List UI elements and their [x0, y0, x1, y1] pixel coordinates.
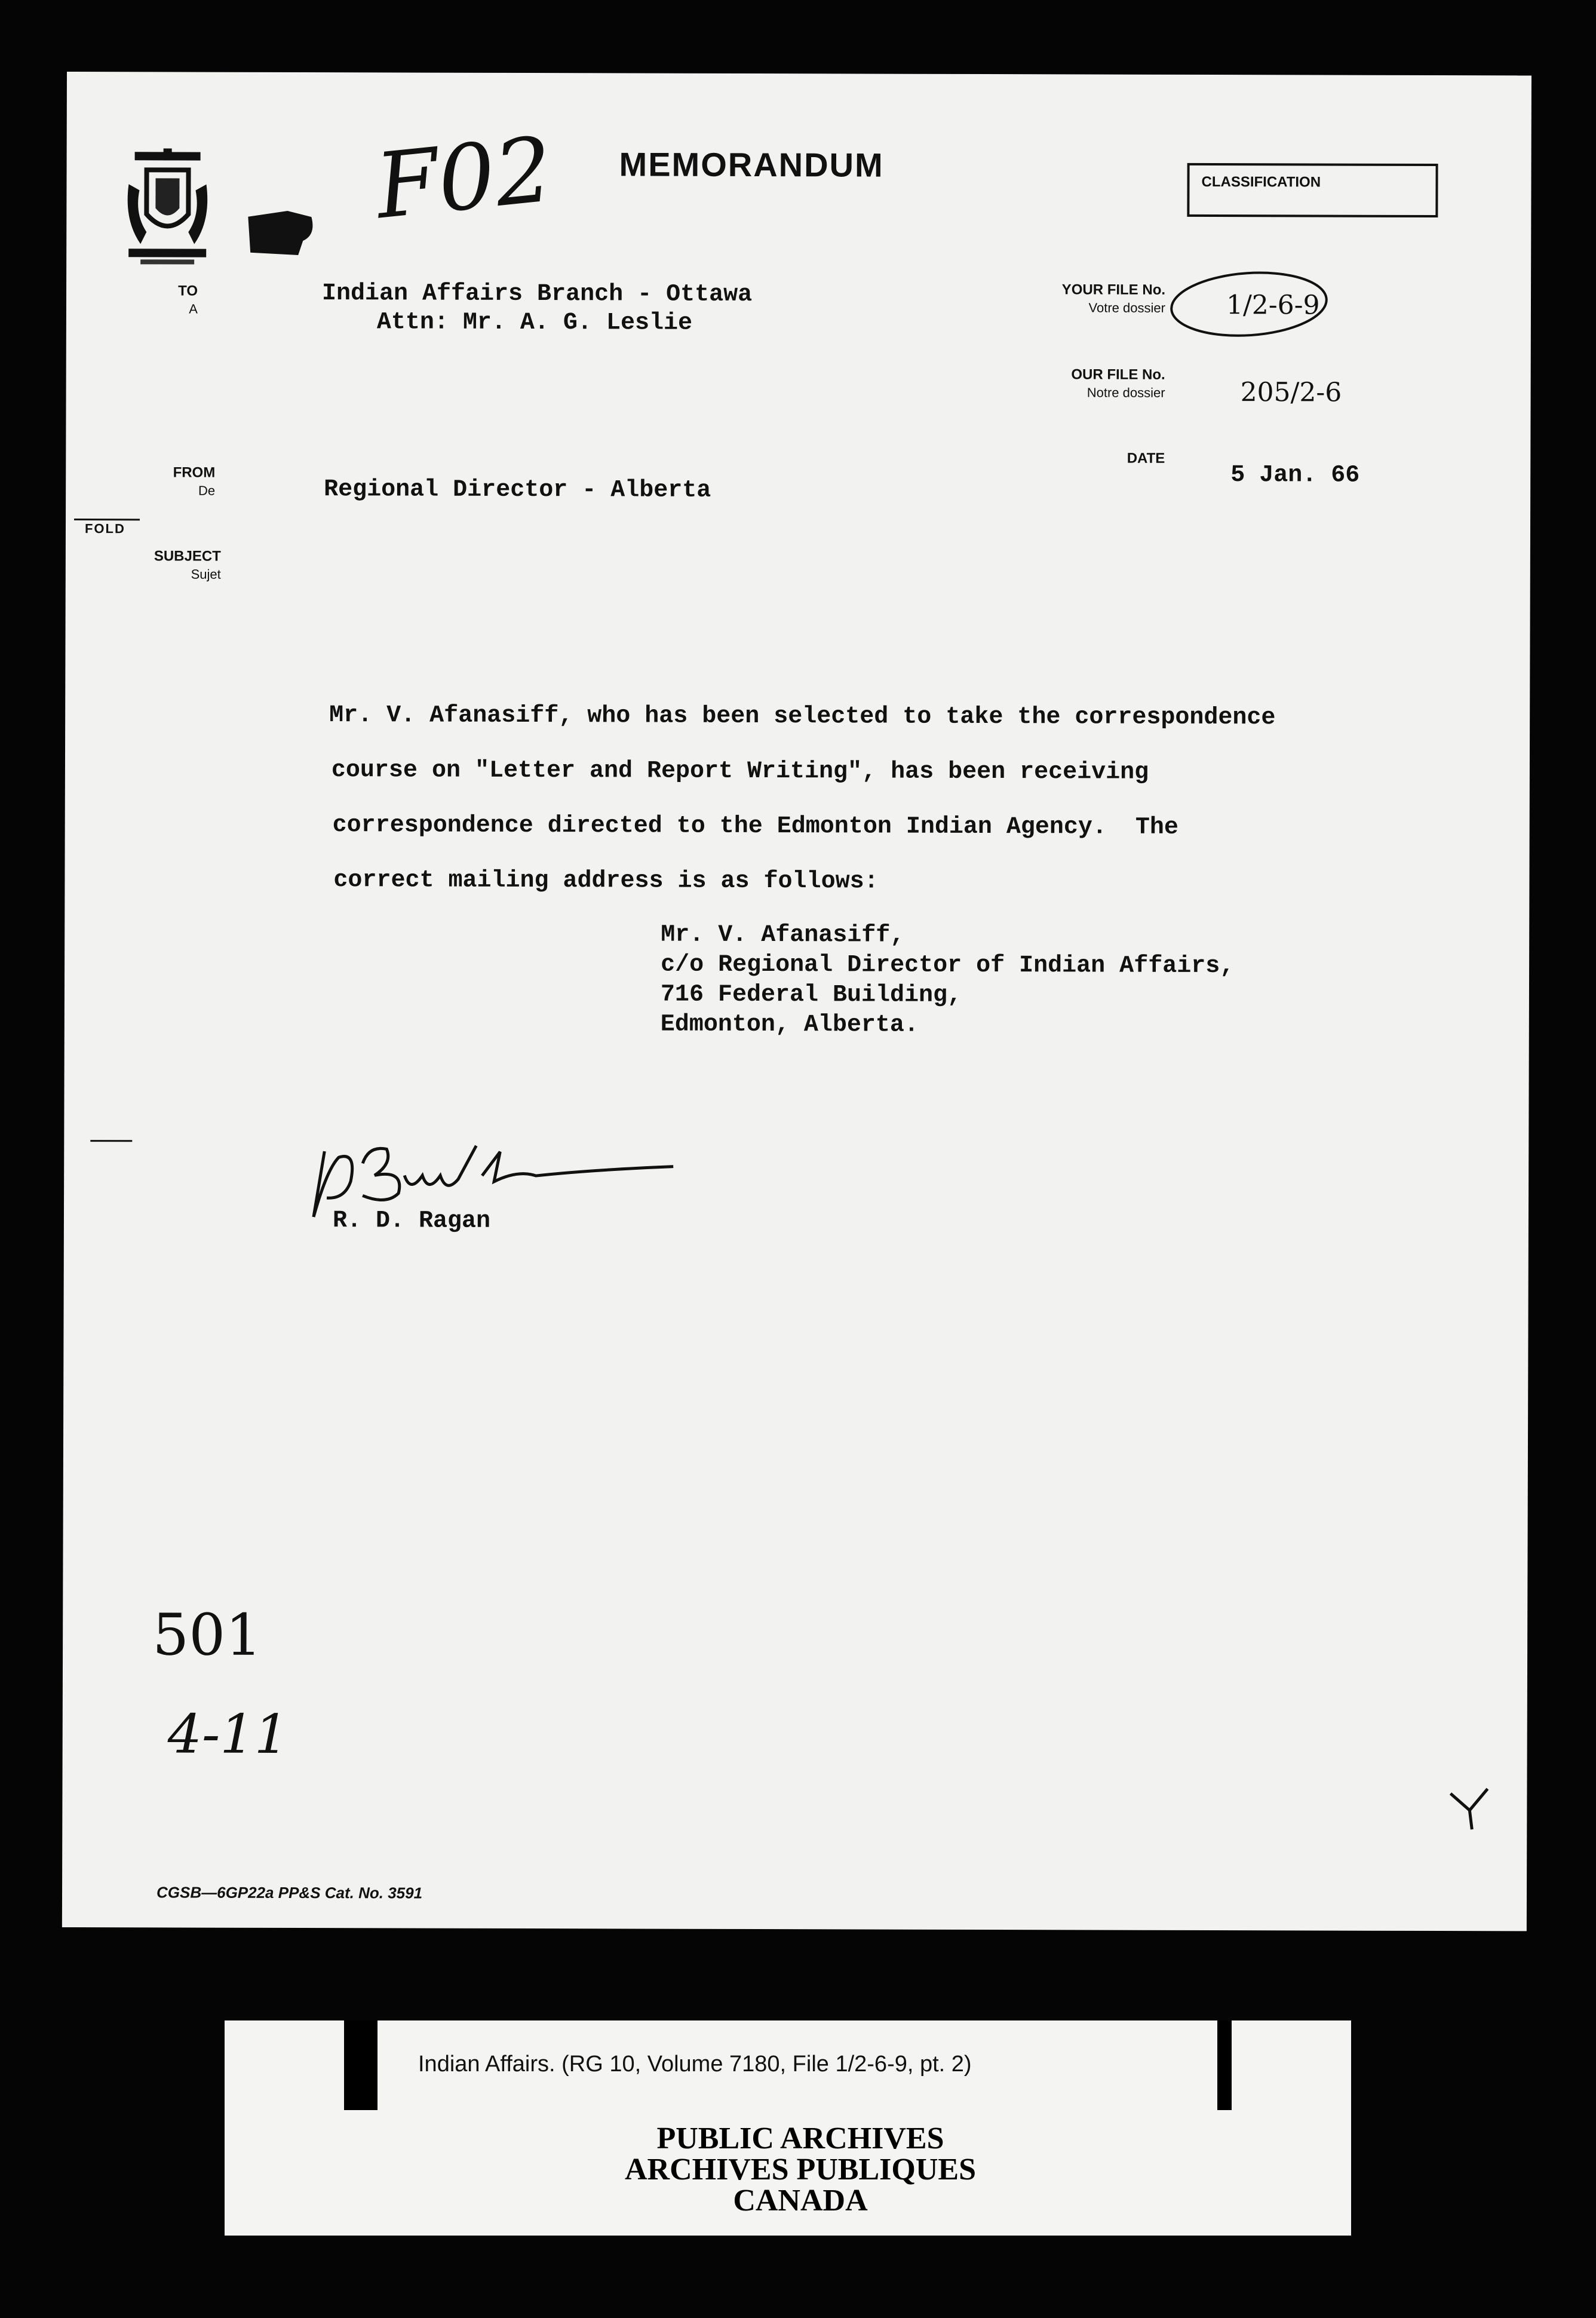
address-line-4: Edmonton, Alberta.	[660, 1011, 919, 1039]
classification-box	[1187, 163, 1438, 217]
body-line-1: Mr. V. Afanasiff, who has been selected to take the correspondence	[329, 702, 1276, 732]
memo-page	[62, 72, 1531, 1931]
body-line-3: correspondence directed to the Edmonton Indian Agency. The	[332, 812, 1178, 841]
your-file-label	[986, 281, 1165, 317]
address-line-3: 716 Federal Building,	[660, 981, 962, 1009]
memo-title: MEMORANDUM	[619, 145, 884, 184]
to-label	[156, 282, 198, 318]
handwritten-file-code: F02	[371, 118, 557, 240]
ink-blot	[245, 205, 317, 259]
margin-tick	[90, 1140, 132, 1142]
signatory-name: R. D. Ragan	[332, 1207, 491, 1235]
our-file-label-fr: Notre dossier	[1086, 385, 1165, 400]
fold-rule	[74, 519, 140, 520]
address-line-1: Mr. V. Afanasiff,	[661, 921, 905, 949]
fold-label: FOLD	[84, 521, 125, 536]
subject-label	[137, 547, 221, 583]
subject-label-en: SUBJECT	[154, 548, 221, 565]
body-line-4: correct mailing address is as follows:	[333, 867, 879, 896]
classification-label: CLASSIFICATION	[1201, 173, 1321, 191]
archive-line-2: ARCHIVES PUBLIQUES	[624, 2153, 977, 2187]
strip-bar-left	[344, 2020, 377, 2110]
coat-of-arms-icon	[122, 148, 213, 268]
subject-label-fr: Sujet	[191, 566, 221, 582]
date-label: DATE	[1127, 450, 1165, 467]
archive-reference: Indian Affairs. (RG 10, Volume 7180, File 1/2-6-9, pt. 2)	[418, 2052, 972, 2077]
our-file-value: 205/2-6	[1240, 377, 1342, 408]
strip-bar-right	[1217, 2020, 1232, 2110]
to-line-2: Attn: Mr. A. G. Leslie	[376, 309, 693, 337]
body-line-2: course on "Letter and Report Writing", has been receiving	[331, 757, 1149, 786]
from-label-fr: De	[198, 483, 216, 498]
from-label-en: FROM	[173, 464, 216, 481]
archive-line-3: CANADA	[733, 2184, 868, 2218]
from-label	[143, 464, 215, 499]
archive-stamp	[538, 2123, 1063, 2216]
your-file-value: 1/2-6-9	[1226, 290, 1320, 321]
address-block	[661, 921, 1235, 1042]
address-line-2: c/o Regional Director of Indian Affairs,	[661, 951, 1235, 980]
handwritten-note-1: 501	[152, 1601, 262, 1669]
from-value: Regional Director - Alberta	[324, 476, 711, 504]
your-file-label-fr: Votre dossier	[1088, 300, 1166, 315]
form-code: CGSB—6GP22a PP&S Cat. No. 3591	[156, 1883, 423, 1902]
our-file-label	[986, 366, 1165, 402]
archive-line-1: PUBLIC ARCHIVES	[656, 2121, 944, 2156]
corner-check-mark	[1445, 1784, 1493, 1832]
your-file-label-en: YOUR FILE No.	[1061, 281, 1166, 298]
to-label-en: TO	[178, 283, 198, 299]
to-label-fr: A	[189, 301, 198, 317]
to-line-1: Indian Affairs Branch - Ottawa	[321, 280, 753, 309]
our-file-label-en: OUR FILE No.	[1071, 366, 1165, 383]
date-value: 5 Jan. 66	[1230, 462, 1360, 489]
handwritten-note-2: 4-11	[167, 1703, 289, 1766]
